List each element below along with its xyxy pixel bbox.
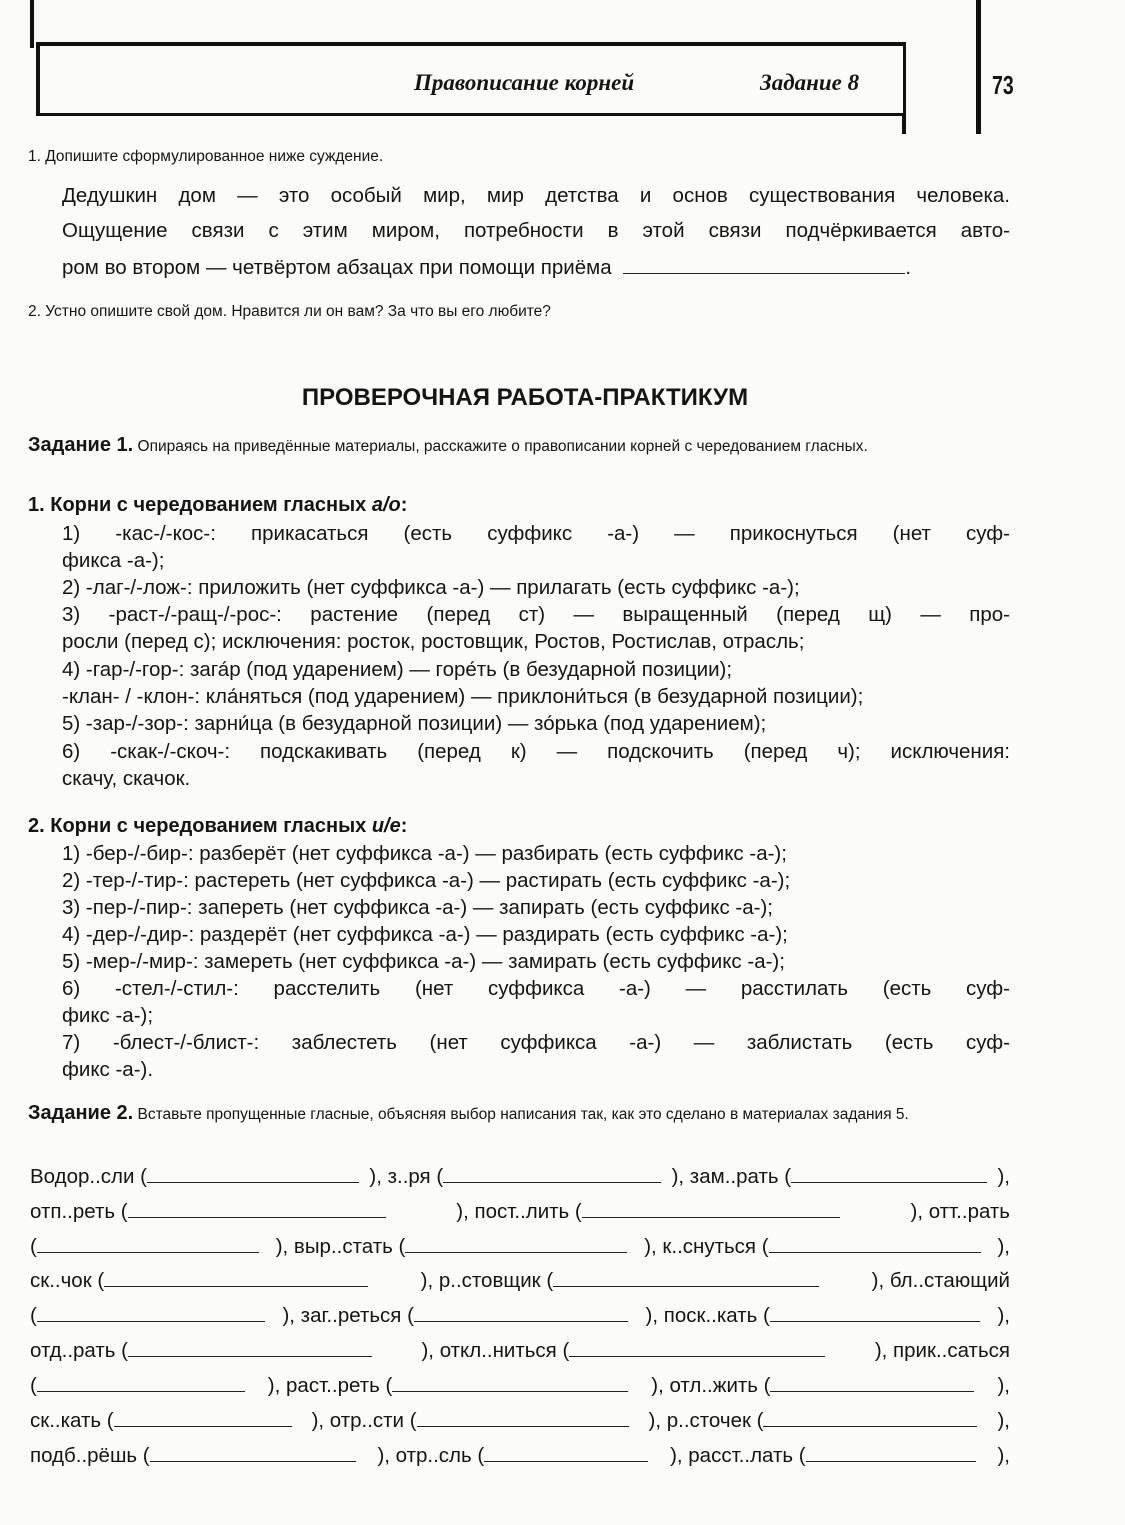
exercise-word: ), прик..саться — [874, 1339, 1010, 1362]
page-edge-rule — [976, 0, 981, 134]
section1-line: -клан- / -клон-: кла́няться (под ударением) — приклони́ться (в безударной позиции); — [62, 685, 864, 708]
exercise-segment — [30, 1199, 386, 1224]
exercise-word: ), поск..кать ( — [645, 1304, 770, 1327]
running-header — [414, 70, 898, 96]
exercise-segment — [644, 1234, 980, 1259]
exercise-segment — [997, 1374, 1010, 1398]
exercise-segment — [670, 1443, 976, 1468]
exercise-segment — [421, 1338, 825, 1363]
exercise-segment — [30, 1234, 259, 1259]
answer-blank[interactable] — [37, 1373, 245, 1392]
exercise-word: ), — [997, 1165, 1010, 1188]
section1-line: скачу, скачок. — [62, 767, 191, 790]
exercise-word: подб..рёшь ( — [30, 1444, 150, 1467]
section2-title — [28, 815, 407, 838]
exercise-word: ), р..стовщик ( — [420, 1269, 554, 1292]
exercise-segment — [872, 1269, 1010, 1293]
exercise-segment — [282, 1303, 627, 1328]
exercise-segment — [456, 1199, 839, 1224]
answer-blank[interactable] — [770, 1373, 974, 1392]
section2-title-end: : — [400, 815, 408, 837]
exercise-row — [30, 1164, 1010, 1189]
exercise-word: ), зам..рать ( — [671, 1165, 792, 1188]
answer-blank[interactable] — [582, 1199, 840, 1218]
exercise-word: ( — [30, 1374, 37, 1397]
answer-blank[interactable] — [414, 1303, 628, 1322]
section1-line: 5) -зар-/-зор-: зарни́ца (в безударной позиции) — зо́рька (под ударением); — [62, 712, 767, 735]
exercise-word: ), расст..лать ( — [670, 1444, 806, 1467]
section1-line: фикса -а-); — [62, 549, 165, 572]
exercise-segment — [997, 1409, 1010, 1433]
exercise-word: ), з..ря ( — [369, 1165, 444, 1188]
exercise-word: отп..реть ( — [30, 1200, 128, 1223]
section1-title-text: 1. Корни с чередованием гласных — [28, 494, 372, 516]
answer-blank[interactable] — [806, 1443, 976, 1462]
exercise-segment — [997, 1235, 1010, 1259]
exercise-segment — [312, 1408, 629, 1433]
q2-prompt: 2. Устно опишите свой дом. Нравится ли он вам? За что вы его любите? — [28, 303, 551, 320]
answer-blank[interactable] — [150, 1443, 356, 1462]
section2-line: 1) -бер-/-бир-: разберёт (нет суффикса -а-) — разбирать (есть суффикс -а-); — [62, 842, 787, 865]
answer-blank[interactable] — [37, 1234, 259, 1253]
section2-title-text: 2. Корни с чередованием гласных — [28, 815, 372, 837]
section1-line: 1) -кас-/-кос-: прикасаться (есть суффикс -а-) — прикоснуться (нет суф- — [62, 522, 1010, 545]
section2-line: фикс -а-); — [62, 1004, 154, 1027]
header-title: Правописание корней — [414, 70, 635, 95]
exercise-word: ск..чок ( — [30, 1269, 105, 1292]
exercise-word: ), раст..реть ( — [267, 1374, 393, 1397]
answer-blank[interactable] — [405, 1234, 627, 1253]
exercise-word: ), — [997, 1235, 1010, 1258]
q1-line-1: Дедушкин дом — это особый мир, мир детства и основ существования человека. — [62, 184, 1010, 207]
section2-line: 7) -блест-/-блист-: заблестеть (нет суффикса -а-) — заблистать (есть суф- — [62, 1031, 1010, 1054]
exercise-row — [30, 1199, 1010, 1224]
q1-line-3 — [62, 255, 911, 280]
q1-answer-blank[interactable] — [623, 255, 905, 274]
exercise-row — [30, 1373, 1010, 1398]
exercise-word: ), — [997, 1409, 1010, 1432]
exercise-word: отд..рать ( — [30, 1339, 128, 1362]
exercise-segment — [276, 1234, 628, 1259]
exercise-row — [30, 1303, 1010, 1328]
exercise-segment — [911, 1200, 1011, 1224]
exercise-word: ), к..снуться ( — [644, 1235, 769, 1258]
answer-blank[interactable] — [443, 1164, 661, 1183]
answer-blank[interactable] — [791, 1164, 987, 1183]
exercise-segment — [268, 1373, 629, 1398]
section1-title — [28, 494, 407, 517]
exercise-row — [30, 1443, 1010, 1468]
answer-blank[interactable] — [569, 1338, 825, 1357]
page-number: 73 — [992, 70, 1014, 100]
q1-line-2: Ощущение связи с этим миром, потребности в этой связи подчёркивается авто- — [62, 219, 1010, 242]
q1-prompt: 1. Допишите сформулированное ниже суждение. — [28, 148, 384, 165]
section2-line: фикс -а-). — [62, 1058, 154, 1081]
task1-label: Задание 1. — [28, 434, 134, 456]
exercise-segment — [369, 1164, 661, 1189]
answer-blank[interactable] — [114, 1408, 292, 1427]
section2-line: 4) -дер-/-дир-: раздерёт (нет суффикса -а-) — раздирать (есть суффикс -а-); — [62, 923, 788, 946]
task2-label: Задание 2. — [28, 1102, 134, 1124]
exercise-word: Водор..сли ( — [30, 1165, 147, 1188]
answer-blank[interactable] — [770, 1303, 980, 1322]
exercise-segment — [30, 1408, 292, 1433]
answer-blank[interactable] — [484, 1443, 648, 1462]
answer-blank[interactable] — [763, 1408, 977, 1427]
exercise-segment — [875, 1339, 1010, 1363]
section2-line: 6) -стел-/-стил-: расстелить (нет суффикса -а-) — расстилать (есть суф- — [62, 977, 1010, 1000]
exercise-word: ), заг..реться ( — [282, 1304, 414, 1327]
section1-line: 2) -лаг-/-лож-: приложить (нет суффикса -а-) — прилагать (есть суффикс -а-); — [62, 576, 800, 599]
task2 — [28, 1104, 1012, 1124]
exercise-segment — [651, 1373, 974, 1398]
task1 — [28, 436, 1012, 456]
exercise-word: ), р..сточек ( — [648, 1409, 764, 1432]
answer-blank[interactable] — [417, 1408, 629, 1427]
exercise-row — [30, 1408, 1010, 1433]
q1-line-end: . — [905, 256, 912, 279]
exercise-segment — [421, 1268, 820, 1293]
exercise-row — [30, 1234, 1010, 1259]
section-heading: ПРОВЕРОЧНАЯ РАБОТА-ПРАКТИКУМ — [301, 384, 749, 411]
exercise-word: ), отл..жить ( — [651, 1374, 771, 1397]
exercise-segment — [997, 1444, 1010, 1468]
answer-blank[interactable] — [769, 1234, 981, 1253]
answer-blank[interactable] — [104, 1268, 368, 1287]
section2-line: 3) -пер-/-пир-: запереть (нет суффикса -а-) — запирать (есть суффикс -а-); — [62, 896, 773, 919]
answer-blank[interactable] — [128, 1338, 372, 1357]
task2-text: Вставьте пропущенные гласные, объясняя выбор написания так, как это сделано в материалах задания 5. — [137, 1106, 909, 1123]
answer-blank[interactable] — [392, 1373, 628, 1392]
exercise-word: ), — [997, 1304, 1010, 1327]
exercise-segment — [672, 1164, 987, 1189]
exercise-segment — [30, 1443, 356, 1468]
task1-text: Опираясь на приведённые материалы, расскажите о правописании корней с чередованием гласных. — [137, 438, 868, 455]
exercise-segment — [997, 1304, 1010, 1328]
section2-title-letters: и/е — [371, 815, 401, 837]
exercise-row — [30, 1268, 1010, 1293]
exercise-word: ), отт..рать — [910, 1200, 1010, 1223]
exercise-word: ( — [30, 1304, 37, 1327]
exercise-segment — [30, 1303, 265, 1328]
exercise-row — [30, 1338, 1010, 1363]
q1-line-3-text: ром во втором — четвёртом абзацах при помощи приёма — [62, 256, 612, 279]
exercise-word: ), — [997, 1374, 1010, 1397]
exercise-word: ), выр..стать ( — [275, 1235, 406, 1258]
answer-blank[interactable] — [147, 1164, 359, 1183]
section2-line: 5) -мер-/-мир-: замереть (нет суффикса -а-) — замирать (есть суффикс -а-); — [62, 950, 785, 973]
exercise-word: ), пост..лить ( — [456, 1200, 582, 1223]
exercise-word: ), бл..стающий — [871, 1269, 1010, 1292]
section1-line: 4) -гар-/-гор-: зага́р (под ударением) — горе́ть (в безударной позиции); — [62, 658, 733, 681]
section1-line: 3) -раст-/-ращ-/-рос-: растение (перед ст) — выращенный (перед щ) — про- — [62, 603, 1010, 626]
exercise-word: ), отр..сти ( — [311, 1409, 417, 1432]
section1-title-letters: а/о — [371, 494, 401, 516]
exercise-segment — [646, 1303, 980, 1328]
exercise-word: ), — [997, 1444, 1010, 1467]
section1-line: 6) -скак-/-скоч-: подскакивать (перед к) — подскочить (перед ч); исключения: — [62, 740, 1010, 763]
answer-blank[interactable] — [37, 1303, 265, 1322]
section1-line: росли (перед с); исключения: росток, ростовщик, Ростов, Ростислав, отрасль; — [62, 630, 805, 653]
header-task: Задание 8 — [760, 70, 860, 95]
answer-blank[interactable] — [128, 1199, 386, 1218]
exercise-word: ), откл..ниться ( — [421, 1339, 570, 1362]
answer-blank[interactable] — [553, 1268, 819, 1287]
header-left-rule — [30, 0, 34, 48]
exercise-word: ск..кать ( — [30, 1409, 114, 1432]
exercise-segment — [377, 1443, 648, 1468]
exercise-segment — [30, 1268, 368, 1293]
exercise-word: ( — [30, 1235, 37, 1258]
exercise-segment — [30, 1164, 359, 1189]
header-frame-tail — [902, 116, 906, 134]
exercise-segment — [997, 1165, 1010, 1189]
exercise-word: ), отр..сль ( — [377, 1444, 485, 1467]
section1-title-end: : — [400, 494, 408, 516]
exercise-segment — [649, 1408, 978, 1433]
exercise-segment — [30, 1373, 245, 1398]
exercise-segment — [30, 1338, 372, 1363]
section2-line: 2) -тер-/-тир-: растереть (нет суффикса -а-) — растирать (есть суффикс -а-); — [62, 869, 791, 892]
